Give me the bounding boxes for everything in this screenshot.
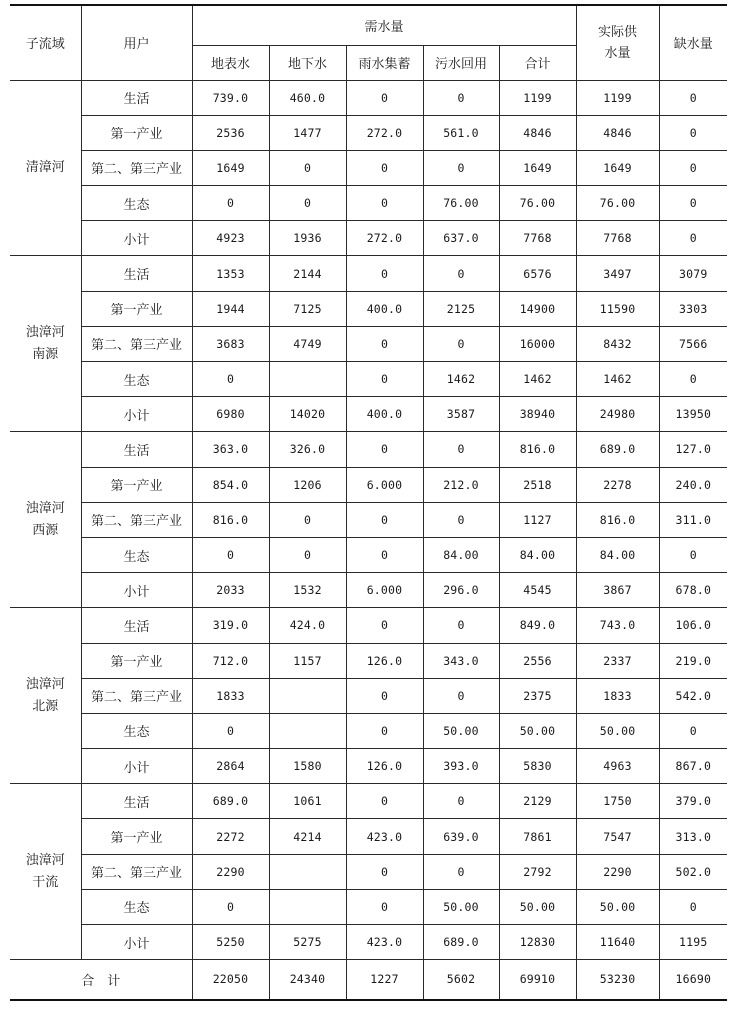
surface-cell: 2272 xyxy=(192,819,269,854)
supply-cell: 11640 xyxy=(576,925,659,960)
user-cell: 第一产业 xyxy=(81,115,192,150)
supply-cell: 1462 xyxy=(576,362,659,397)
shortage-cell: 219.0 xyxy=(659,643,727,678)
user-cell: 第一产业 xyxy=(81,819,192,854)
supply-cell: 24980 xyxy=(576,397,659,432)
table-row xyxy=(10,643,727,678)
table-row xyxy=(10,467,727,502)
rain-cell: 272.0 xyxy=(346,221,423,256)
table-row xyxy=(10,256,727,291)
rain-cell: 126.0 xyxy=(346,749,423,784)
grand-total-ground-cell: 24340 xyxy=(269,960,346,1000)
reuse-cell: 637.0 xyxy=(423,221,499,256)
shortage-cell: 0 xyxy=(659,713,727,748)
total-cell: 50.00 xyxy=(499,713,576,748)
ground-cell xyxy=(269,362,346,397)
user-cell: 第一产业 xyxy=(81,291,192,326)
ground-cell: 0 xyxy=(269,150,346,185)
total-cell: 1127 xyxy=(499,502,576,537)
basin-cell: 浊漳河干流 xyxy=(10,784,81,960)
table-body xyxy=(10,80,727,1000)
grand-total-label: 合 计 xyxy=(10,960,192,1000)
total-cell: 4545 xyxy=(499,573,576,608)
surface-cell: 4923 xyxy=(192,221,269,256)
shortage-cell: 678.0 xyxy=(659,573,727,608)
table-row xyxy=(10,362,727,397)
supply-cell: 11590 xyxy=(576,291,659,326)
rain-cell: 6.000 xyxy=(346,467,423,502)
surface-cell: 0 xyxy=(192,186,269,221)
table-row xyxy=(10,678,727,713)
reuse-cell: 0 xyxy=(423,80,499,115)
user-cell: 生活 xyxy=(81,432,192,467)
supply-cell: 1649 xyxy=(576,150,659,185)
ground-cell: 0 xyxy=(269,186,346,221)
surface-cell: 739.0 xyxy=(192,80,269,115)
water-balance-table xyxy=(10,4,727,1001)
reuse-cell: 393.0 xyxy=(423,749,499,784)
supply-cell: 4846 xyxy=(576,115,659,150)
user-cell: 第一产业 xyxy=(81,643,192,678)
user-cell: 小计 xyxy=(81,925,192,960)
basin-cell: 清漳河 xyxy=(10,80,81,256)
shortage-cell: 13950 xyxy=(659,397,727,432)
header-shortage: 缺水量 xyxy=(659,5,727,80)
total-cell: 4846 xyxy=(499,115,576,150)
shortage-cell: 1195 xyxy=(659,925,727,960)
rain-cell: 423.0 xyxy=(346,925,423,960)
total-cell: 14900 xyxy=(499,291,576,326)
table-row xyxy=(10,432,727,467)
rain-cell: 126.0 xyxy=(346,643,423,678)
surface-cell: 689.0 xyxy=(192,784,269,819)
reuse-cell: 0 xyxy=(423,854,499,889)
ground-cell xyxy=(269,713,346,748)
supply-cell: 3867 xyxy=(576,573,659,608)
ground-cell xyxy=(269,854,346,889)
reuse-cell: 0 xyxy=(423,432,499,467)
ground-cell: 0 xyxy=(269,502,346,537)
basin-cell: 浊漳河北源 xyxy=(10,608,81,784)
total-cell: 1649 xyxy=(499,150,576,185)
rain-cell: 6.000 xyxy=(346,573,423,608)
ground-cell xyxy=(269,889,346,924)
supply-cell: 50.00 xyxy=(576,889,659,924)
table-row xyxy=(10,291,727,326)
shortage-cell: 240.0 xyxy=(659,467,727,502)
shortage-cell: 502.0 xyxy=(659,854,727,889)
total-cell: 7768 xyxy=(499,221,576,256)
table-row xyxy=(10,537,727,572)
supply-cell: 2337 xyxy=(576,643,659,678)
supply-cell: 3497 xyxy=(576,256,659,291)
rain-cell: 0 xyxy=(346,150,423,185)
supply-cell: 2278 xyxy=(576,467,659,502)
reuse-cell: 343.0 xyxy=(423,643,499,678)
user-cell: 第二、第三产业 xyxy=(81,502,192,537)
rain-cell: 0 xyxy=(346,80,423,115)
header-row xyxy=(10,5,727,45)
supply-cell: 8432 xyxy=(576,326,659,361)
total-cell: 2792 xyxy=(499,854,576,889)
surface-cell: 319.0 xyxy=(192,608,269,643)
total-cell: 50.00 xyxy=(499,889,576,924)
table-row xyxy=(10,115,727,150)
ground-cell: 4214 xyxy=(269,819,346,854)
ground-cell: 1936 xyxy=(269,221,346,256)
user-cell: 第二、第三产业 xyxy=(81,150,192,185)
shortage-cell: 542.0 xyxy=(659,678,727,713)
supply-cell: 7547 xyxy=(576,819,659,854)
header-supply: 实际供水量 xyxy=(576,5,659,80)
user-cell: 生态 xyxy=(81,713,192,748)
surface-cell: 6980 xyxy=(192,397,269,432)
table-row xyxy=(10,819,727,854)
surface-cell: 2864 xyxy=(192,749,269,784)
ground-cell: 1580 xyxy=(269,749,346,784)
basin-cell: 浊漳河西源 xyxy=(10,432,81,608)
ground-cell: 0 xyxy=(269,537,346,572)
shortage-cell: 7566 xyxy=(659,326,727,361)
user-cell: 生态 xyxy=(81,186,192,221)
reuse-cell: 50.00 xyxy=(423,889,499,924)
reuse-cell: 689.0 xyxy=(423,925,499,960)
reuse-cell: 3587 xyxy=(423,397,499,432)
grand-total-surface-cell: 22050 xyxy=(192,960,269,1000)
reuse-cell: 212.0 xyxy=(423,467,499,502)
rain-cell: 423.0 xyxy=(346,819,423,854)
reuse-cell: 296.0 xyxy=(423,573,499,608)
table-row xyxy=(10,925,727,960)
grand-total-reuse-cell: 5602 xyxy=(423,960,499,1000)
total-cell: 76.00 xyxy=(499,186,576,221)
ground-cell: 326.0 xyxy=(269,432,346,467)
header-user: 用户 xyxy=(81,5,192,80)
user-cell: 小计 xyxy=(81,749,192,784)
supply-cell: 84.00 xyxy=(576,537,659,572)
user-cell: 第二、第三产业 xyxy=(81,326,192,361)
ground-cell: 14020 xyxy=(269,397,346,432)
supply-cell: 689.0 xyxy=(576,432,659,467)
shortage-cell: 0 xyxy=(659,362,727,397)
supply-cell: 743.0 xyxy=(576,608,659,643)
shortage-cell: 3079 xyxy=(659,256,727,291)
total-cell: 5830 xyxy=(499,749,576,784)
total-cell: 84.00 xyxy=(499,537,576,572)
rain-cell: 0 xyxy=(346,854,423,889)
surface-cell: 363.0 xyxy=(192,432,269,467)
user-cell: 第一产业 xyxy=(81,467,192,502)
shortage-cell: 0 xyxy=(659,221,727,256)
total-cell: 816.0 xyxy=(499,432,576,467)
user-cell: 生态 xyxy=(81,537,192,572)
ground-cell xyxy=(269,678,346,713)
header-rain: 雨水集蓄 xyxy=(346,45,423,80)
user-cell: 生态 xyxy=(81,889,192,924)
user-cell: 生活 xyxy=(81,256,192,291)
surface-cell: 1649 xyxy=(192,150,269,185)
reuse-cell: 76.00 xyxy=(423,186,499,221)
shortage-cell: 0 xyxy=(659,889,727,924)
rain-cell: 0 xyxy=(346,256,423,291)
reuse-cell: 0 xyxy=(423,784,499,819)
total-cell: 16000 xyxy=(499,326,576,361)
user-cell: 小计 xyxy=(81,397,192,432)
total-cell: 38940 xyxy=(499,397,576,432)
shortage-cell: 0 xyxy=(659,80,727,115)
reuse-cell: 0 xyxy=(423,326,499,361)
surface-cell: 0 xyxy=(192,537,269,572)
rain-cell: 0 xyxy=(346,186,423,221)
table-row xyxy=(10,784,727,819)
ground-cell: 460.0 xyxy=(269,80,346,115)
total-cell: 1462 xyxy=(499,362,576,397)
surface-cell: 712.0 xyxy=(192,643,269,678)
reuse-cell: 84.00 xyxy=(423,537,499,572)
surface-cell: 2536 xyxy=(192,115,269,150)
table-row xyxy=(10,889,727,924)
ground-cell: 2144 xyxy=(269,256,346,291)
table-row xyxy=(10,150,727,185)
user-cell: 小计 xyxy=(81,221,192,256)
rain-cell: 0 xyxy=(346,326,423,361)
rain-cell: 0 xyxy=(346,608,423,643)
ground-cell: 7125 xyxy=(269,291,346,326)
rain-cell: 400.0 xyxy=(346,291,423,326)
shortage-cell: 127.0 xyxy=(659,432,727,467)
supply-cell: 2290 xyxy=(576,854,659,889)
rain-cell: 0 xyxy=(346,889,423,924)
surface-cell: 0 xyxy=(192,889,269,924)
grand-total-shortage-cell: 16690 xyxy=(659,960,727,1000)
shortage-cell: 0 xyxy=(659,537,727,572)
shortage-cell: 311.0 xyxy=(659,502,727,537)
rain-cell: 272.0 xyxy=(346,115,423,150)
surface-cell: 1944 xyxy=(192,291,269,326)
user-cell: 生活 xyxy=(81,80,192,115)
rain-cell: 0 xyxy=(346,502,423,537)
surface-cell: 1833 xyxy=(192,678,269,713)
header-demand: 需水量 xyxy=(192,5,576,45)
table-row xyxy=(10,502,727,537)
ground-cell: 5275 xyxy=(269,925,346,960)
shortage-cell: 106.0 xyxy=(659,608,727,643)
shortage-cell: 0 xyxy=(659,115,727,150)
surface-cell: 1353 xyxy=(192,256,269,291)
reuse-cell: 50.00 xyxy=(423,713,499,748)
ground-cell: 424.0 xyxy=(269,608,346,643)
rain-cell: 0 xyxy=(346,362,423,397)
total-cell: 2375 xyxy=(499,678,576,713)
grand-total-row xyxy=(10,960,727,1000)
basin-cell: 浊漳河南源 xyxy=(10,256,81,432)
reuse-cell: 0 xyxy=(423,256,499,291)
user-cell: 第二、第三产业 xyxy=(81,678,192,713)
shortage-cell: 3303 xyxy=(659,291,727,326)
ground-cell: 1477 xyxy=(269,115,346,150)
ground-cell: 1157 xyxy=(269,643,346,678)
surface-cell: 5250 xyxy=(192,925,269,960)
surface-cell: 0 xyxy=(192,362,269,397)
total-cell: 1199 xyxy=(499,80,576,115)
total-cell: 12830 xyxy=(499,925,576,960)
table-row xyxy=(10,80,727,115)
shortage-cell: 867.0 xyxy=(659,749,727,784)
reuse-cell: 0 xyxy=(423,678,499,713)
reuse-cell: 1462 xyxy=(423,362,499,397)
grand-total-rain-cell: 1227 xyxy=(346,960,423,1000)
total-cell: 2518 xyxy=(499,467,576,502)
header-reuse: 污水回用 xyxy=(423,45,499,80)
reuse-cell: 2125 xyxy=(423,291,499,326)
header-surface: 地表水 xyxy=(192,45,269,80)
reuse-cell: 561.0 xyxy=(423,115,499,150)
total-cell: 849.0 xyxy=(499,608,576,643)
user-cell: 第二、第三产业 xyxy=(81,854,192,889)
total-cell: 6576 xyxy=(499,256,576,291)
rain-cell: 400.0 xyxy=(346,397,423,432)
ground-cell: 1061 xyxy=(269,784,346,819)
header-ground: 地下水 xyxy=(269,45,346,80)
supply-cell: 76.00 xyxy=(576,186,659,221)
header-basin: 子流域 xyxy=(10,5,81,80)
table-row xyxy=(10,749,727,784)
supply-cell: 7768 xyxy=(576,221,659,256)
table-row xyxy=(10,854,727,889)
ground-cell: 4749 xyxy=(269,326,346,361)
surface-cell: 854.0 xyxy=(192,467,269,502)
shortage-cell: 0 xyxy=(659,186,727,221)
table-row xyxy=(10,221,727,256)
surface-cell: 3683 xyxy=(192,326,269,361)
surface-cell: 0 xyxy=(192,713,269,748)
total-cell: 2129 xyxy=(499,784,576,819)
surface-cell: 816.0 xyxy=(192,502,269,537)
supply-cell: 50.00 xyxy=(576,713,659,748)
table-row xyxy=(10,397,727,432)
table-row xyxy=(10,326,727,361)
reuse-cell: 0 xyxy=(423,608,499,643)
supply-cell: 1750 xyxy=(576,784,659,819)
user-cell: 生态 xyxy=(81,362,192,397)
reuse-cell: 639.0 xyxy=(423,819,499,854)
shortage-cell: 313.0 xyxy=(659,819,727,854)
rain-cell: 0 xyxy=(346,537,423,572)
user-cell: 生活 xyxy=(81,608,192,643)
total-cell: 7861 xyxy=(499,819,576,854)
table-row xyxy=(10,186,727,221)
table-row xyxy=(10,713,727,748)
supply-cell: 1199 xyxy=(576,80,659,115)
ground-cell: 1532 xyxy=(269,573,346,608)
user-cell: 生活 xyxy=(81,784,192,819)
shortage-cell: 379.0 xyxy=(659,784,727,819)
grand-total-supply-cell: 53230 xyxy=(576,960,659,1000)
table-row xyxy=(10,573,727,608)
reuse-cell: 0 xyxy=(423,502,499,537)
total-cell: 2556 xyxy=(499,643,576,678)
user-cell: 小计 xyxy=(81,573,192,608)
grand-total-total-cell: 69910 xyxy=(499,960,576,1000)
rain-cell: 0 xyxy=(346,784,423,819)
reuse-cell: 0 xyxy=(423,150,499,185)
supply-cell: 4963 xyxy=(576,749,659,784)
rain-cell: 0 xyxy=(346,678,423,713)
surface-cell: 2033 xyxy=(192,573,269,608)
supply-cell: 1833 xyxy=(576,678,659,713)
surface-cell: 2290 xyxy=(192,854,269,889)
ground-cell: 1206 xyxy=(269,467,346,502)
shortage-cell: 0 xyxy=(659,150,727,185)
table-row xyxy=(10,608,727,643)
header-subtotal: 合计 xyxy=(499,45,576,80)
rain-cell: 0 xyxy=(346,713,423,748)
rain-cell: 0 xyxy=(346,432,423,467)
supply-cell: 816.0 xyxy=(576,502,659,537)
